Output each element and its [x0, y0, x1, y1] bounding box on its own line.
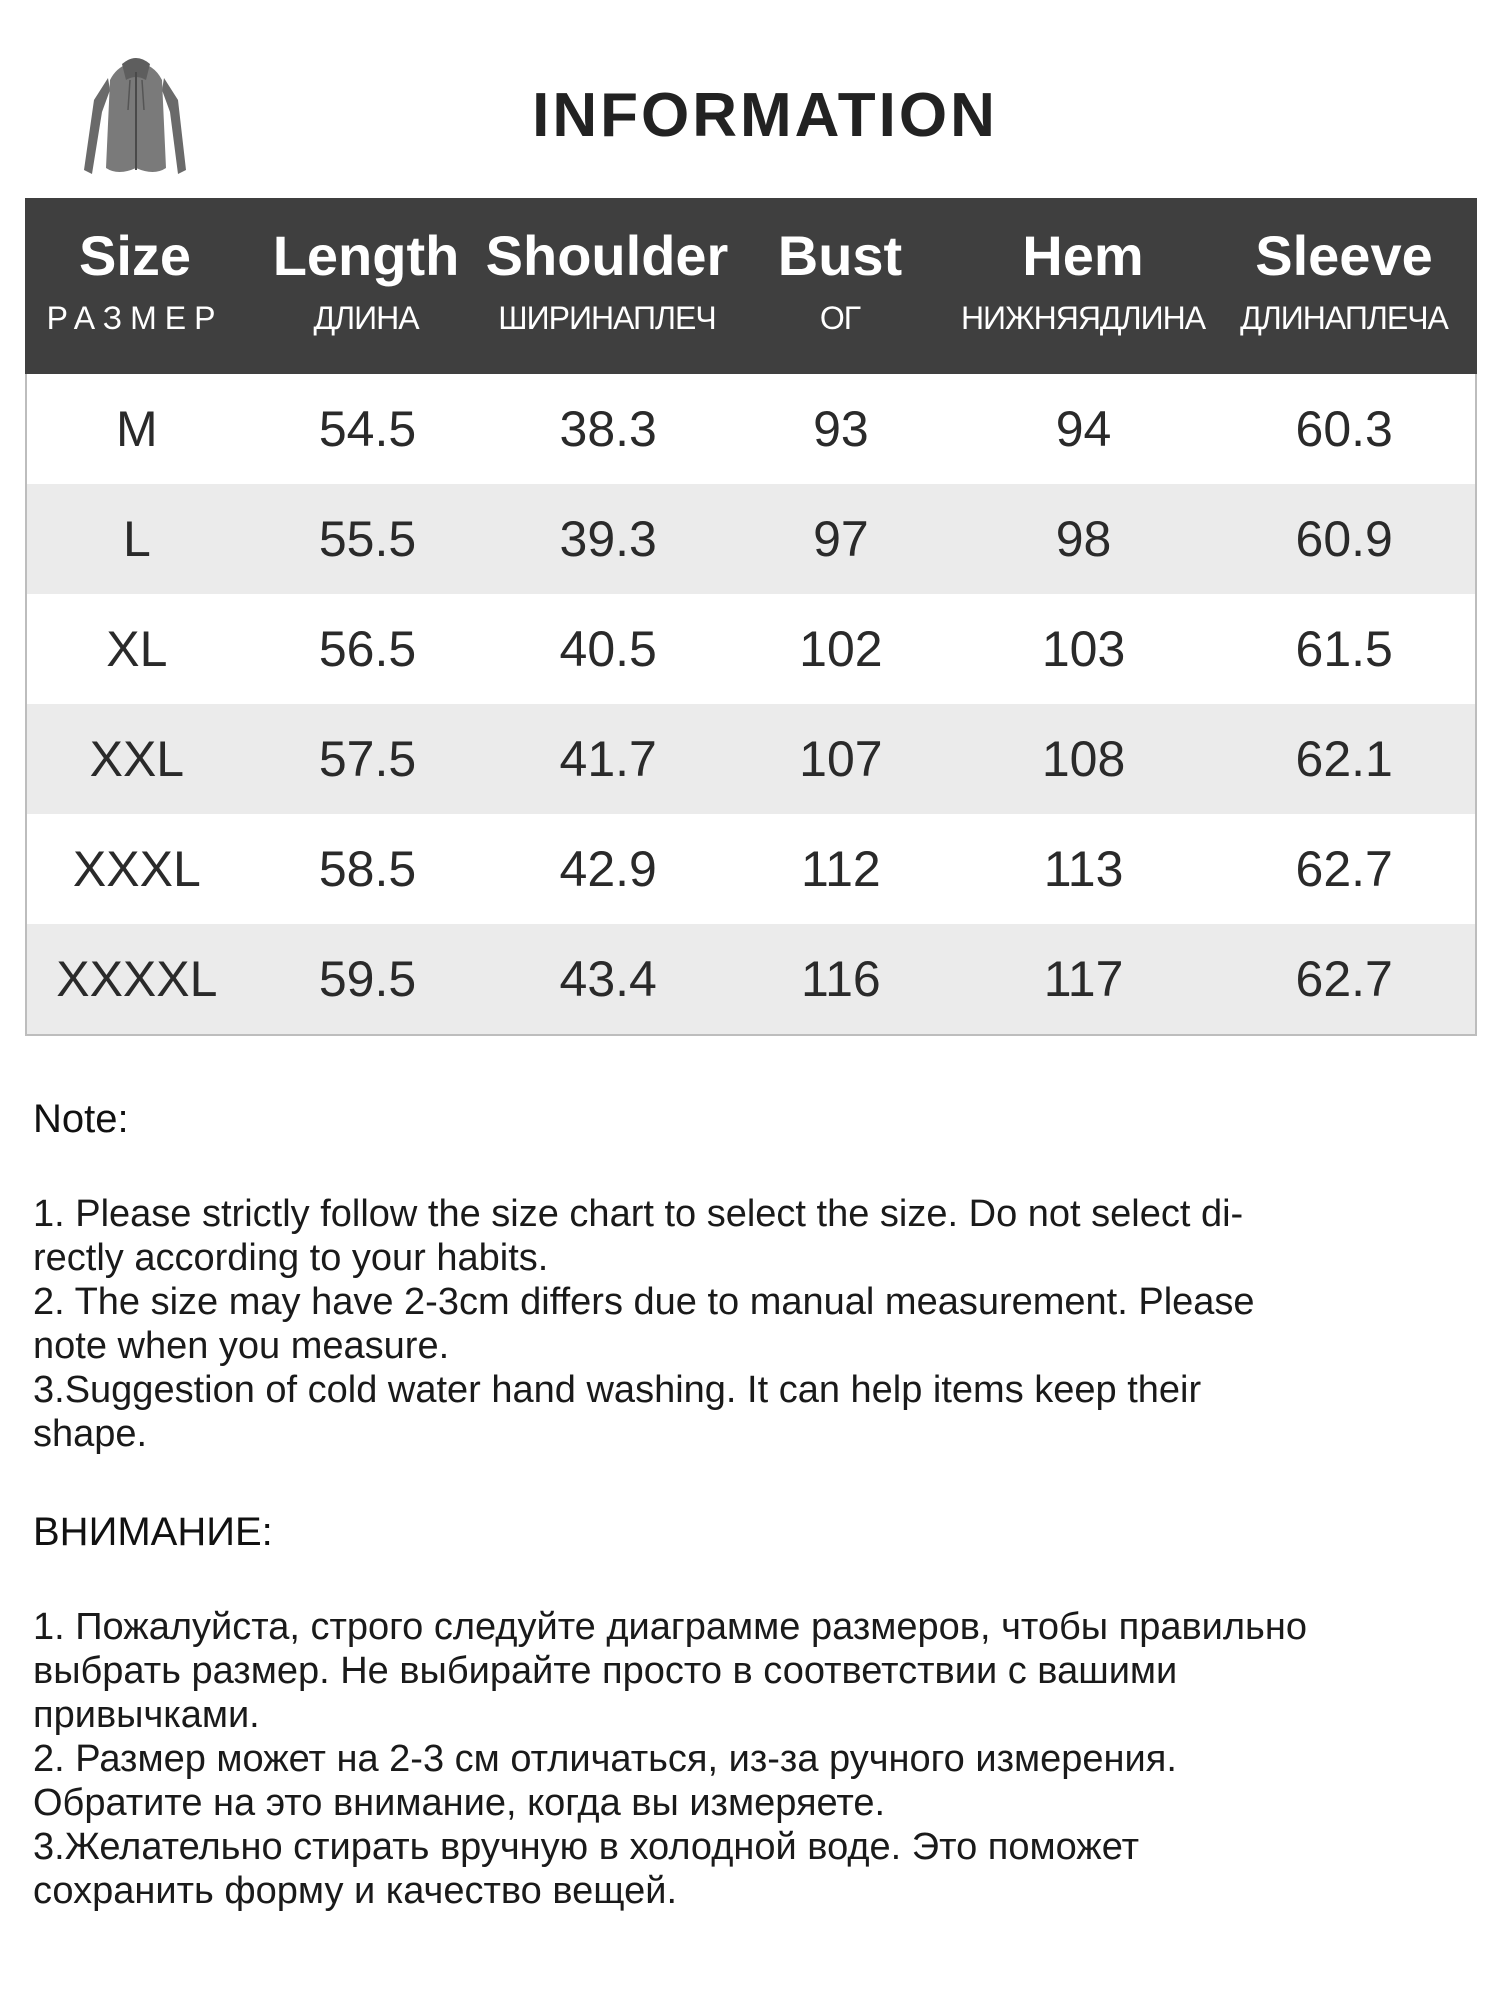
notes-russian	[33, 1510, 1460, 1913]
table-header	[25, 198, 1477, 374]
table-cell-shoulder: 41.7	[559, 731, 657, 787]
column-header-label: Shoulder	[485, 224, 729, 287]
note-line: 2. The size may have 2-3cm differs due to manual measurement. Please	[33, 1281, 1255, 1323]
table-cell-sleeve: 62.1	[1295, 731, 1393, 787]
table-cell-size: XXXXL	[56, 951, 218, 1007]
table-cell-bust: 93	[813, 401, 869, 457]
table-row	[27, 814, 1475, 924]
notes-heading: Note:	[33, 1097, 129, 1141]
table-cell-length: 57.5	[318, 731, 417, 787]
note-line: 1. Please strictly follow the size chart to select the size. Do not select di-	[33, 1193, 1244, 1235]
note-line: 3.Желательно стирать вручную в холодной воде. Это поможет	[33, 1826, 1140, 1868]
column-header-length	[245, 198, 487, 374]
table-cell-sleeve: 61.5	[1295, 621, 1393, 677]
note-line: привычками.	[33, 1694, 260, 1736]
table-cell-sleeve: 60.3	[1295, 401, 1393, 457]
table-cell-sleeve: 62.7	[1295, 841, 1393, 897]
column-header-hem	[953, 198, 1213, 374]
note-line: выбрать размер. Не выбирайте просто в соответствии с вашими	[33, 1650, 1178, 1692]
table-cell-length: 56.5	[318, 621, 417, 677]
notes-heading: ВНИМАНИЕ:	[33, 1510, 273, 1554]
table-cell-bust: 102	[799, 621, 883, 677]
column-header-sublabel: ДЛИНА	[313, 300, 419, 336]
note-line: rectly according to your habits.	[33, 1237, 549, 1279]
table-cell-size: L	[122, 511, 151, 567]
note-line: note when you measure.	[33, 1325, 450, 1367]
table-cell-hem: 98	[1055, 511, 1112, 567]
column-header-sublabel: НИЖНЯЯДЛИНА	[960, 300, 1206, 336]
table-cell-length: 55.5	[318, 511, 417, 567]
column-header-sublabel: РАЗМЕР	[46, 300, 224, 336]
table-row	[27, 924, 1475, 1034]
size-chart-table	[25, 198, 1477, 1036]
note-line: сохранить форму и качество вещей.	[33, 1870, 677, 1912]
table-cell-size: XXXL	[72, 841, 201, 897]
table-cell-size: XXL	[89, 731, 185, 787]
note-line: Обратите на это внимание, когда вы измеряете.	[33, 1782, 886, 1824]
column-header-label: Size	[78, 224, 192, 287]
table-cell-hem: 108	[1041, 731, 1126, 787]
note-line: 3.Suggestion of cold water hand washing. It can help items keep their	[33, 1369, 1202, 1411]
table-cell-length: 54.5	[318, 401, 417, 457]
table-cell-shoulder: 39.3	[559, 511, 657, 567]
table-cell-bust: 116	[801, 951, 881, 1007]
column-header-sleeve	[1213, 198, 1475, 374]
table-cell-size: XL	[106, 621, 168, 677]
table-cell-shoulder: 42.9	[559, 841, 657, 897]
column-header-sublabel: ДЛИНАПЛЕЧА	[1240, 300, 1448, 336]
column-header-bust	[727, 198, 953, 374]
table-cell-shoulder: 43.4	[559, 951, 657, 1007]
table-row	[27, 374, 1475, 484]
table-cell-hem: 103	[1041, 621, 1126, 677]
page-title: INFORMATION	[532, 81, 998, 150]
table-cell-shoulder: 40.5	[559, 621, 657, 677]
table-cell-length: 58.5	[318, 841, 417, 897]
column-header-label: Hem	[1022, 224, 1144, 287]
column-header-sublabel: ШИРИНАПЛЕЧ	[498, 300, 716, 336]
table-cell-sleeve: 62.7	[1295, 951, 1393, 1007]
table-row	[27, 484, 1475, 594]
table-cell-bust: 107	[799, 731, 883, 787]
column-header-shoulder	[487, 198, 727, 374]
table-cell-hem: 113	[1043, 841, 1124, 897]
table-cell-bust: 112	[801, 841, 881, 897]
table-cell-sleeve: 60.9	[1295, 511, 1393, 567]
table-cell-shoulder: 38.3	[559, 401, 657, 457]
note-line: 1. Пожалуйста, строго следуйте диаграмме размеров, чтобы правильно	[33, 1606, 1307, 1648]
column-header-size	[25, 198, 245, 374]
column-header-label: Bust	[777, 224, 903, 287]
notes-english	[33, 1097, 1460, 1456]
table-cell-hem: 117	[1043, 951, 1124, 1007]
table-cell-bust: 97	[813, 511, 869, 567]
column-header-label: Length	[272, 224, 460, 287]
table-cell-hem: 94	[1055, 401, 1112, 457]
table-cell-length: 59.5	[318, 951, 417, 1007]
note-line: shape.	[33, 1413, 148, 1455]
table-row	[27, 594, 1475, 704]
column-header-sublabel: ОГ	[819, 300, 861, 336]
column-header-label: Sleeve	[1255, 224, 1433, 287]
note-line: 2. Размер может на 2-3 см отличаться, из-за ручного измерения.	[33, 1738, 1177, 1780]
table-cell-size: M	[116, 401, 158, 457]
table-row	[27, 704, 1475, 814]
